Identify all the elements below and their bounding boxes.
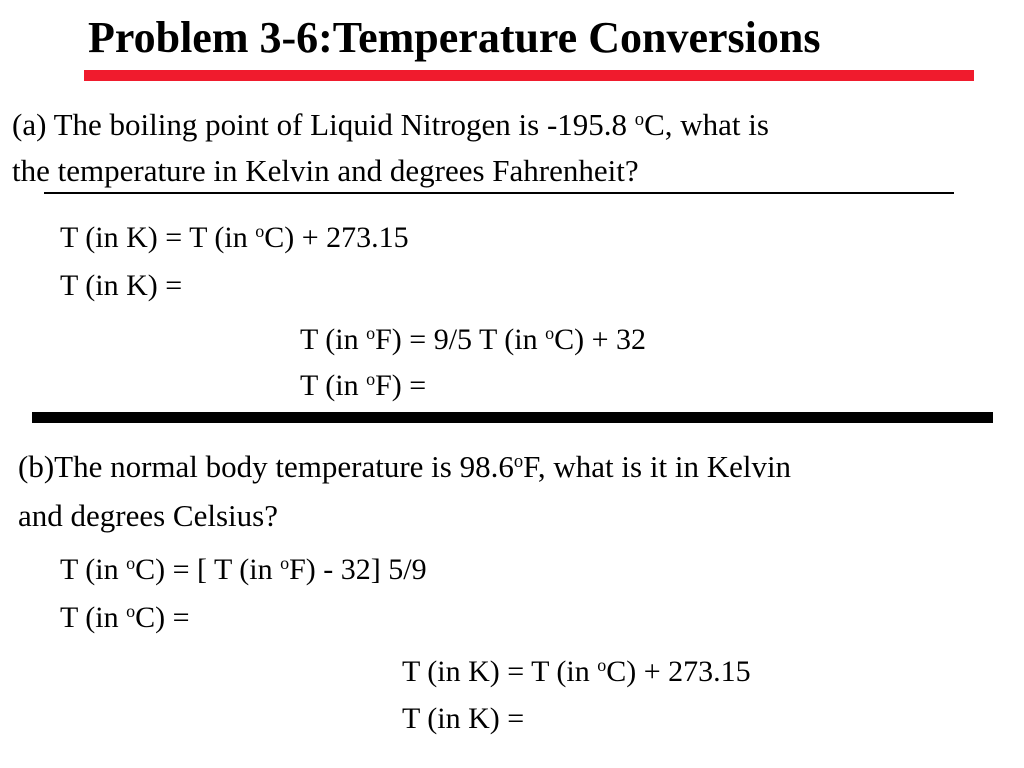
part-b-celsius-answer: T (in $^o$C) = [60, 601, 190, 634]
part-a-kelvin-answer: T (in K) = [60, 269, 183, 302]
part-a-kelvin-formula: T (in K) = T (in $^o$C) + 273.15 [60, 221, 409, 254]
part-b-question-line2: and degrees Celsius? [18, 498, 278, 533]
part-b-celsius-formula: T (in $^o$C) = [ T (in $^o$F) - 32] 5/9 [60, 553, 427, 586]
part-a-question-line1: (a) The boiling point of Liquid Nitrogen is -195.8 $^o$C, what is [12, 107, 769, 142]
part-b-question-line1: (b)The normal body temperature is 98.6$^o$F, what is it in Kelvin [18, 449, 792, 484]
title-underline [84, 70, 974, 81]
part-a-question-line2: the temperature in Kelvin and degrees Fahrenheit? [12, 153, 639, 188]
part-b-kelvin-answer: T (in K) = [402, 702, 525, 735]
part-b-kelvin-formula: T (in K) = T (in $^o$C) + 273.15 [402, 655, 751, 688]
part-a-fahrenheit-formula: T (in $^o$F) = 9/5 T (in $^o$C) + 32 [300, 323, 647, 356]
section-divider [32, 412, 993, 423]
slide-title: Problem 3-6:Temperature Conversions [88, 13, 821, 62]
part-a-fahrenheit-answer: T (in $^o$F) = [300, 369, 427, 402]
part-a-divider [44, 192, 954, 194]
